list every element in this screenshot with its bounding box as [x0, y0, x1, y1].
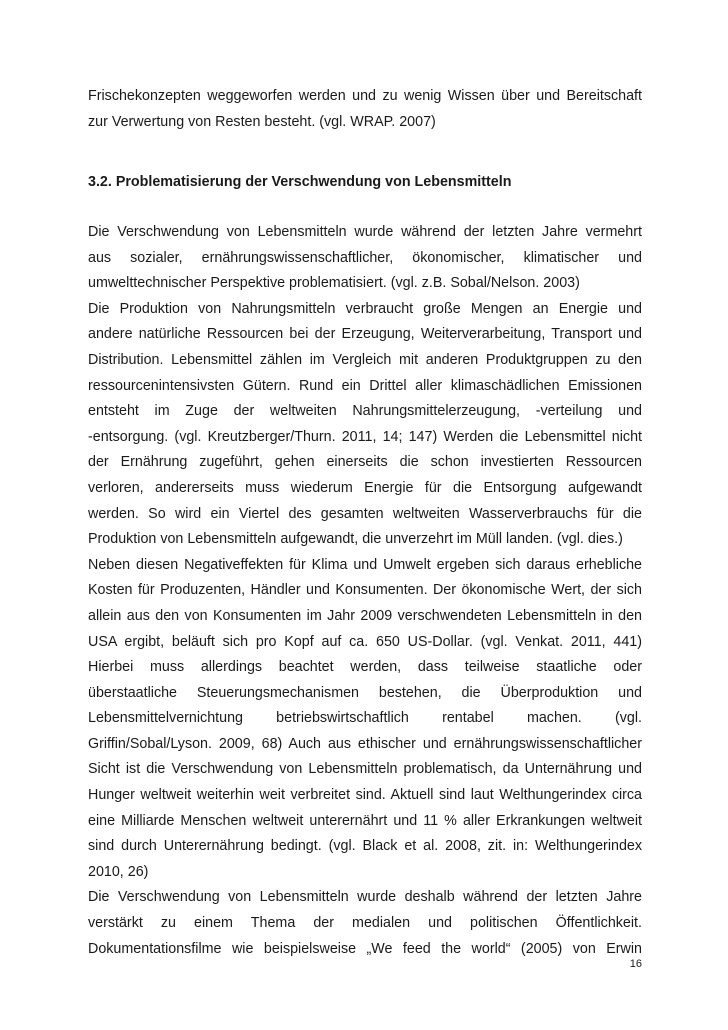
- text-line: verloren, andererseits muss wiederum Energie für die Entsorgung aufgewandt: [88, 479, 642, 496]
- text-line: werden. So wird ein Viertel des gesamten weltweiten Wasserverbrauchs für die: [88, 505, 642, 522]
- text-line: der Ernährung zugeführt, gehen einerseits die schon investierten Ressourcen: [88, 454, 642, 471]
- body-paragraph: [88, 220, 642, 962]
- text-line: aus sozialer, ernährungswissenschaftlicher, ökonomischer, klimatischer und: [88, 249, 642, 266]
- text-line: entsteht im Zuge der weltweiten Nahrungsmittelerzeugung, -verteilung und: [88, 403, 642, 420]
- text-line: Die Verschwendung von Lebensmitteln wurde deshalb während der letzten Jahre: [88, 889, 642, 906]
- text-line: allein aus den von Konsumenten im Jahr 2009 verschwendeten Lebensmitteln in den: [88, 607, 642, 624]
- text-line: Distribution. Lebensmittel zählen im Vergleich mit anderen Produktgruppen zu den: [88, 351, 642, 368]
- text-line: zur Verwertung von Resten besteht. (vgl. WRAP. 2007): [88, 113, 436, 130]
- text-line: Frischekonzepten weggeworfen werden und zu wenig Wissen über und Bereitschaft: [88, 88, 642, 104]
- text-line: Sicht ist die Verschwendung von Lebensmitteln problematisch, da Unternährung und: [88, 761, 642, 778]
- text-line: sind durch Unterernährung bedingt. (vgl. Black et al. 2008, zit. in: Welthungerindex: [88, 838, 642, 855]
- text-line: Die Verschwendung von Lebensmitteln wurde während der letzten Jahre vermehrt: [88, 224, 642, 240]
- text-line: andere natürliche Ressourcen bei der Erzeugung, Weiterverarbeitung, Transport und: [88, 326, 642, 343]
- intro-paragraph: [88, 84, 642, 135]
- text-line: Die Produktion von Nahrungsmitteln verbraucht große Mengen an Energie und: [88, 300, 642, 317]
- text-line: 2010, 26): [88, 863, 149, 880]
- text-line: Lebensmittelvernichtung betriebswirtschaftlich rentabel machen. (vgl.: [88, 710, 642, 727]
- text-line: verstärkt zu einem Thema der medialen und politischen Öffentlichkeit.: [88, 915, 642, 932]
- text-line: ressourcenintensivsten Gütern. Rund ein Drittel aller klimaschädlichen Emissionen: [88, 377, 642, 394]
- text-line: Hierbei muss allerdings beachtet werden, dass teilweise staatliche oder: [88, 659, 642, 676]
- text-line: Kosten für Produzenten, Händler und Konsumenten. Der ökonomische Wert, der sich: [88, 582, 642, 599]
- text-line: Griffin/Sobal/Lyson. 2009, 68) Auch aus ethischer und ernährungswissenschaftlicher: [88, 735, 642, 752]
- text-line: Neben diesen Negativeffekten für Klima und Umwelt ergeben sich daraus erhebliche: [88, 556, 642, 573]
- section-heading: 3.2. Problematisierung der Verschwendung von Lebensmitteln: [88, 174, 512, 190]
- page-number: 16: [629, 958, 642, 970]
- text-line: Dokumentationsfilme wie beispielsweise „We feed the world“ (2005) von Erwin: [88, 940, 642, 957]
- text-line: umwelttechnischer Perspektive problematisiert. (vgl. z.B. Sobal/Nelson. 2003): [88, 275, 580, 292]
- text-line: Produktion von Lebensmitteln aufgewandt, die unverzehrt im Müll landen. (vgl. dies.): [88, 531, 623, 548]
- text-line: überstaatliche Steuerungsmechanismen bestehen, die Überproduktion und: [88, 684, 642, 701]
- text-line: -entsorgung. (vgl. Kreutzberger/Thurn. 2011, 14; 147) Werden die Lebensmittel nicht: [88, 428, 642, 445]
- text-line: Hunger weltweit weiterhin weit verbreitet sind. Aktuell sind laut Welthungerindex circa: [88, 787, 642, 804]
- text-line: USA ergibt, beläuft sich pro Kopf auf ca. 650 US-Dollar. (vgl. Venkat. 2011, 441): [88, 633, 642, 650]
- text-line: eine Milliarde Menschen weltweit unterernährt und 11 % aller Erkrankungen weltweit: [88, 812, 642, 829]
